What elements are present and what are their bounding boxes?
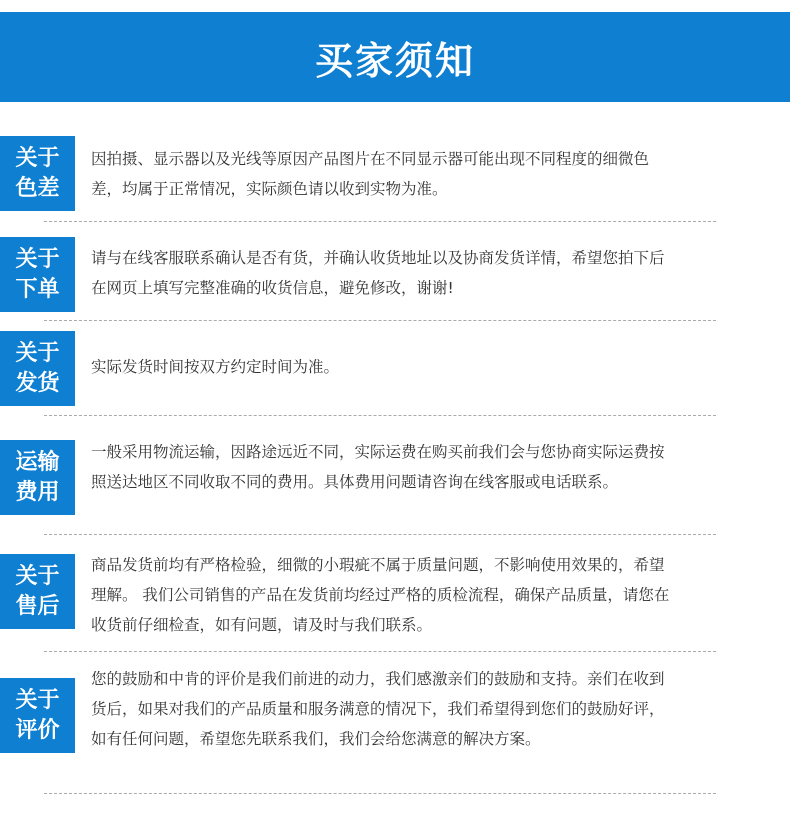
notice-tag-line: 评价 [15, 717, 60, 743]
notice-tag-line: 关于 [15, 246, 60, 272]
notice-text-reviews: 您的鼓励和中肯的评价是我们前进的动力，我们感激亲们的鼓励和支持。亲们在收到货后，如果对我们的产品质量和服务满意的情况下，我们希望得到您们的鼓励好评，如有任何问题，希望您先联系我们，我们会给您满意的解决方案。 [91, 670, 665, 748]
divider [44, 651, 716, 652]
notice-tag-ordering [0, 237, 75, 312]
notice-tag-line: 色差 [15, 175, 60, 201]
notice-tag-after-sales [0, 554, 75, 629]
notice-text-ordering: 请与在线客服联系确认是否有货，并确认收货地址以及协商发货详情，希望您拍下后在网页上填写完整准确的收货信息，避免修改，谢谢! [91, 249, 665, 297]
notice-tag-line: 关于 [15, 563, 60, 589]
divider [44, 320, 716, 321]
notice-tag-reviews [0, 678, 75, 753]
notice-tag-freight [0, 440, 75, 515]
divider [44, 793, 716, 794]
notice-tag-line: 关于 [15, 340, 60, 366]
notice-tag-line: 运输 [15, 449, 60, 475]
notice-tag-line: 售后 [15, 593, 60, 619]
notice-tag-line: 关于 [15, 687, 60, 713]
page-title: 买家须知 [314, 38, 475, 83]
notice-text-freight: 一般采用物流运输，因路途远近不同，实际运费在购买前我们会与您协商实际运费按照送达地区不同收取不同的费用。具体费用问题请咨询在线客服或电话联系。 [91, 443, 665, 491]
divider [44, 534, 716, 535]
notice-tag-line: 关于 [15, 145, 60, 171]
header-banner [0, 12, 790, 102]
notice-tag-shipping [0, 331, 75, 406]
notice-text-after-sales: 商品发货前均有严格检验，细微的小瑕疵不属于质量问题，不影响使用效果的，希望理解。 我们公司销售的产品在发货前均经过严格的质检流程，确保产品质量，请您在收货前仔细检查，如有问题，请及时与我们联系。 [91, 556, 670, 634]
notice-tag-line: 费用 [15, 479, 60, 505]
divider [44, 221, 716, 222]
notice-text-shipping: 实际发货时间按双方约定时间为准。 [91, 358, 340, 376]
notice-tag-color-difference [0, 136, 75, 211]
notice-tag-line: 发货 [15, 370, 60, 396]
notice-tag-line: 下单 [15, 276, 60, 302]
divider [44, 415, 716, 416]
notice-text-color-difference: 因拍摄、显示器以及光线等原因产品图片在不同显示器可能出现不同程度的细微色差，均属于正常情况，实际颜色请以收到实物为准。 [91, 150, 650, 198]
